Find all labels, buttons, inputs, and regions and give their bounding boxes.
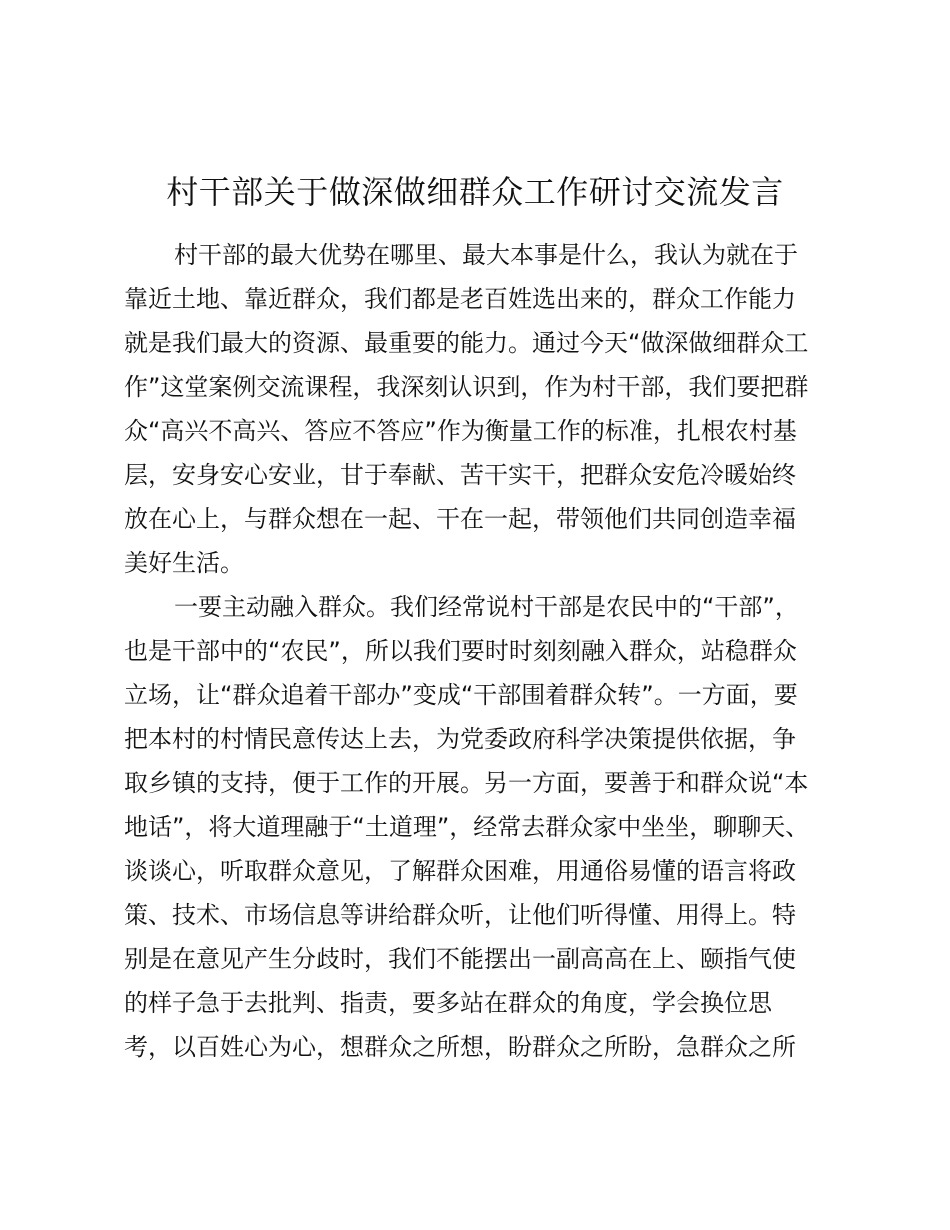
text-line: 也是干部中的“农民”，所以我们要时时刻刻融入群众，站稳群众 [124,637,797,665]
text-line: 地话”，将大道理融于“土道理”，经常去群众家中坐坐，聊聊天、 [124,813,810,841]
text-line: 取乡镇的支持，便于工作的开展。另一方面，要善于和群众说“本 [124,769,809,797]
text-line: 别是在意见产生分歧时，我们不能摆出一副高高在上、颐指气使 [124,945,796,973]
paragraph-point-one [124,585,828,1069]
text-line: 村干部的最大优势在哪里、最大本事是什么，我认为就在于 [174,241,798,269]
text-line: 把本村的村情民意传达上去，为党委政府科学决策提供依据，争 [124,725,796,753]
text-line: 一要主动融入群众。我们经常说村干部是农民中的“干部”， [174,593,799,621]
text-line: 众“高兴不高兴、答应不答应”作为衡量工作的标准，扎根农村基 [124,417,797,445]
text-line: 放在心上，与群众想在一起、干在一起，带领他们共同创造幸福 [124,505,796,533]
text-line: 就是我们最大的资源、最重要的能力。通过今天“做深做细群众工 [124,329,809,357]
document-body [124,233,828,1069]
text-line: 美好生活。 [124,549,244,577]
document-title: 村干部关于做深做细群众工作研讨交流发言 [166,173,784,211]
paragraph-intro [124,233,828,585]
text-line: 作”这堂案例交流课程，我深刻认识到，作为村干部，我们要把群 [124,373,809,401]
text-line: 层，安身安心安业，甘于奉献、苦干实干，把群众安危冷暖始终 [124,461,796,489]
text-line: 考，以百姓心为心，想群众之所想，盼群众之所盼，急群众之所 [124,1033,796,1061]
text-line: 靠近土地、靠近群众，我们都是老百姓选出来的，群众工作能力 [124,285,796,313]
text-line: 的样子急于去批判、指责，要多站在群众的角度，学会换位思 [124,989,772,1017]
text-line: 立场，让“群众追着干部办”变成“干部围着群众转”。一方面，要 [124,681,798,709]
text-line: 策、技术、市场信息等讲给群众听，让他们听得懂、用得上。特 [124,901,796,929]
text-line: 谈谈心，听取群众意见，了解群众困难，用通俗易懂的语言将政 [124,857,796,885]
